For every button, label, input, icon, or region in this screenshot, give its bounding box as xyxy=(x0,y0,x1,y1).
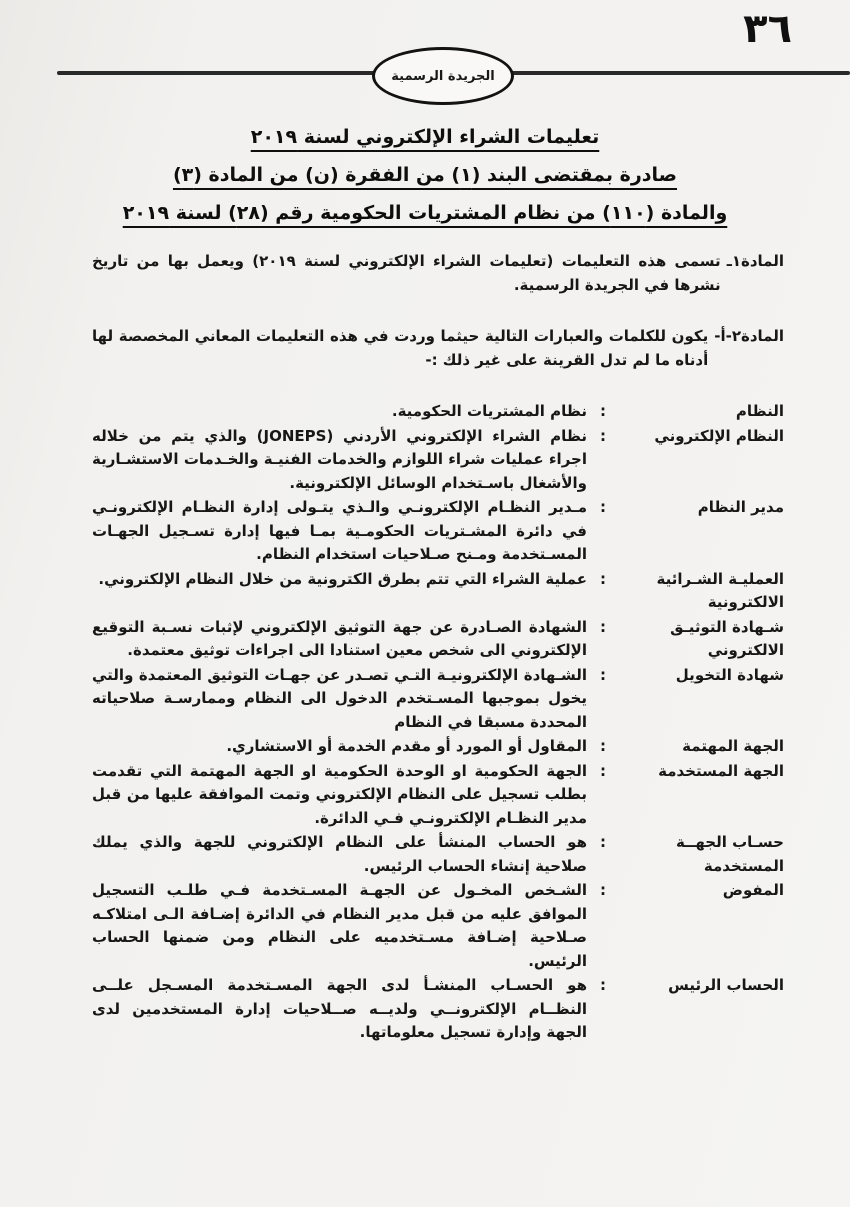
article-1 xyxy=(92,250,784,297)
definition-text: نظام المشتريات الحكومية. xyxy=(391,402,587,420)
definition-text: عملية الشراء التي تتم بطرق الكترونية من خلال النظام الإلكتروني. xyxy=(98,569,587,588)
definition-colon: : xyxy=(600,569,606,588)
title-line-1: تعليمات الشراء الإلكتروني لسنة ٢٠١٩ xyxy=(250,126,600,148)
document-body xyxy=(92,250,784,1046)
definition-colon: : xyxy=(600,976,606,994)
definition-row-system xyxy=(92,400,784,424)
article-1-label: المادة١ـ xyxy=(726,252,784,270)
definition-row-entity-account xyxy=(92,831,784,878)
article-1-text: تسمى هذه التعليمات (تعليمات الشراء الإلكتروني لسنة ٢٠١٩) ويعمل بها من تاريخ نشرها في الجريدة الرسمية. xyxy=(92,252,721,294)
article-2-text: يكون للكلمات والعبارات التالية حيثما وردت في هذه التعليمات المعاني المخصصة لها أدناه ما لم تدل القرينة على غير ذلك :- xyxy=(92,327,709,369)
definition-row-main-account xyxy=(92,974,784,1045)
article-2 xyxy=(92,325,784,372)
definition-colon: : xyxy=(600,402,606,420)
definition-row-system-manager xyxy=(92,496,784,567)
definition-colon: : xyxy=(600,617,606,636)
definition-term: شهادة التخويل xyxy=(675,665,784,684)
gazette-oval-badge: الجريدة الرسمية xyxy=(372,47,514,105)
document-title-block xyxy=(0,118,850,232)
definition-term: الجهة المستخدمة xyxy=(658,761,784,780)
definition-text: الشهادة الصـادرة عن جهة التوثيق الإلكتروني لإثبات نسـبة التوقيع الإلكتروني الى شخص معين استنادا الى اجراءات توثيق معتمدة. xyxy=(92,617,587,659)
definition-row-authorization-certificate xyxy=(92,664,784,735)
definition-row-authentication-certificate xyxy=(92,616,784,663)
definition-term: شـهادة التوثيـق الالكتروني xyxy=(670,617,784,659)
definition-term: الجهة المهتمة xyxy=(682,737,784,755)
definition-term: حسـاب الجهــة المستخدمة xyxy=(676,833,784,875)
definition-term: النظام xyxy=(735,402,784,420)
title-line-2: صادرة بمقتضى البند (١) من الفقرة (ن) من المادة (٣) xyxy=(172,164,678,186)
definition-text: المقاول أو المورد أو مقدم الخدمة أو الاستشاري. xyxy=(226,737,587,755)
definition-colon: : xyxy=(600,498,606,516)
definition-text: مـدير النظـام الإلكترونـي والـذي يتـولى إدارة النظـام الإلكترونـي في دائرة المشـتريات الحكومـية بمـا فيها إدارة تسـجيل الجهـات المسـتخدمة ومـنح صـلاحيات استخدام النظام. xyxy=(92,498,587,563)
definition-term: الحساب الرئيس xyxy=(668,976,784,994)
definition-colon: : xyxy=(600,833,606,851)
definition-text: الشـخص المخـول عن الجهـة المسـتخدمة فـي طلـب التسجيل الموافق عليه من قبل مدير النظام في الدائرة إضـافة الـى امتلاكـه صـلاحية إضـافة مسـتخدميه على النظام ومن ضمنها الحساب الرئيس. xyxy=(92,881,587,970)
definition-text: نظام الشراء الإلكتروني الأردني (JONEPS) والذي يتم من خلاله اجراء عمليات شراء اللوازم والخدمات الفنيـة والخـدمات الاستشـارية والأشغال باسـتخدام الوسائل الإلكترونية. xyxy=(92,426,587,492)
definition-text: الجهة الحكومية او الوحدة الحكومية او الجهة المهتمة التي تقدمت بطلب تسجيل على النظام الإلكتروني وتمت الموافقة عليها من قبل مدير النظـام الإلكترونـي فـي الدائرة. xyxy=(92,761,587,827)
definition-row-e-purchase-process xyxy=(92,568,784,615)
definition-colon: : xyxy=(600,737,606,755)
page-number: ٣٦ xyxy=(743,6,792,52)
definition-row-interested-party xyxy=(92,735,784,759)
title-line-3: والمادة (١١٠) من نظام المشتريات الحكومية رقم (٢٨) لسنة ٢٠١٩ xyxy=(122,202,728,224)
definition-colon: : xyxy=(600,881,606,899)
article-2-label: المادة٢-أ- xyxy=(714,327,784,345)
definition-term: المفوض xyxy=(722,881,784,899)
definition-text: الشـهادة الإلكترونيـة التـي تصـدر عن جهـات التوثيق المعتمدة والتي يخول بموجبها المسـتخدم الدخول الى النظام وممارسـة صلاحياته المحددة مسبقا في النظام xyxy=(92,665,587,731)
definition-colon: : xyxy=(600,665,606,684)
definition-row-electronic-system xyxy=(92,425,784,496)
definition-text: هو الحسـاب المنشـأ لدى الجهة المسـتخدمة المسـجل علــى النظــام الإلكترونــي ولديــه صــلاحيات إدارة المستخدمين لدى الجهة وإدارة تسجيل معلوماتها. xyxy=(92,976,587,1041)
definition-row-user-entity xyxy=(92,760,784,831)
definition-term: النظام الإلكتروني xyxy=(654,426,784,445)
definition-text: هو الحساب المنشأ على النظام الإلكتروني للجهة والذي يملك صلاحية إنشاء الحساب الرئيس. xyxy=(92,833,587,875)
definition-colon: : xyxy=(600,761,606,780)
definitions-list xyxy=(92,400,784,1045)
definition-row-delegate xyxy=(92,879,784,973)
definition-colon: : xyxy=(600,426,606,445)
definition-term: العمليـة الشـرائية الالكترونية xyxy=(656,569,784,611)
definition-term: مدير النظام xyxy=(697,498,784,516)
